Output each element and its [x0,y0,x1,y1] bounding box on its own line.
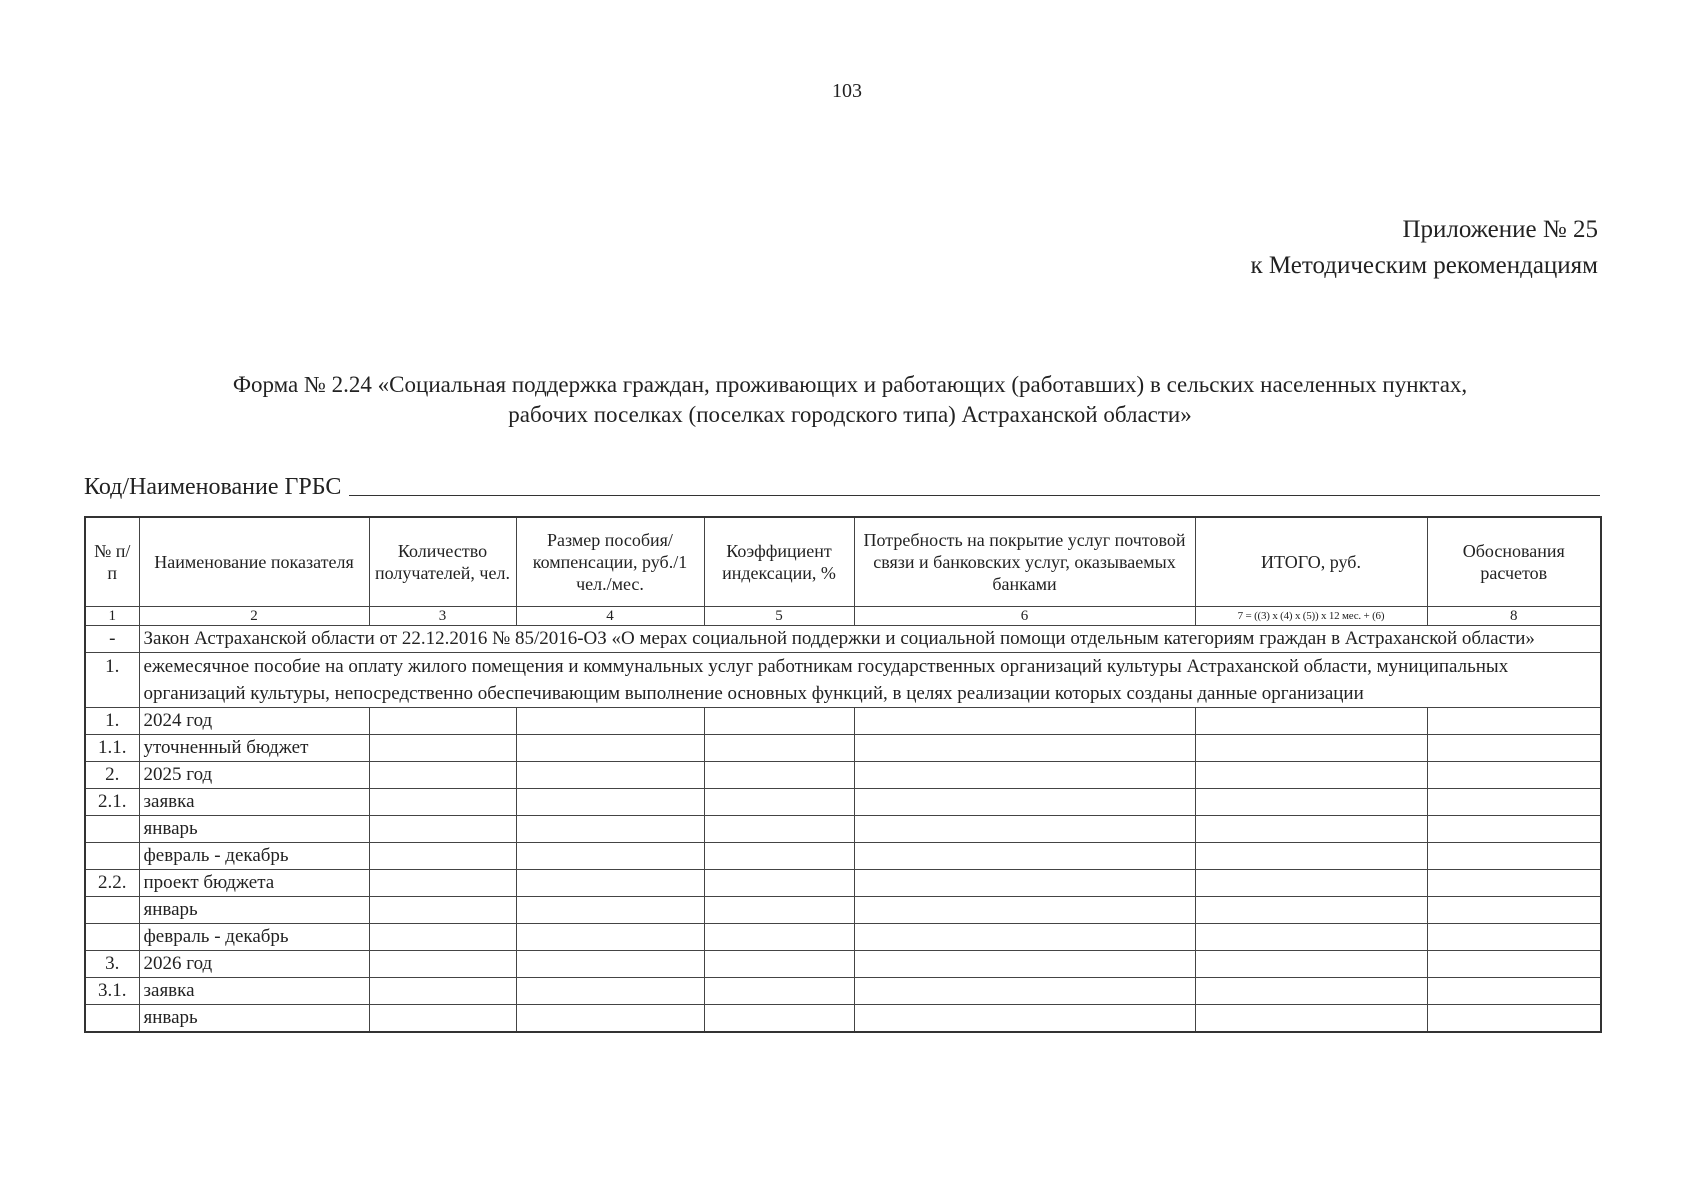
table-row [85,843,1601,870]
form-title [100,370,1600,430]
empty-cell[interactable] [1195,951,1427,978]
empty-cell[interactable] [1427,897,1601,924]
row-number: 1. [85,708,139,735]
row-number [85,816,139,843]
empty-cell[interactable] [369,951,516,978]
empty-cell[interactable] [516,708,704,735]
header-indicator-name: Наименование показателя [139,517,369,607]
empty-cell[interactable] [369,924,516,951]
empty-cell[interactable] [516,870,704,897]
table-row [85,897,1601,924]
form-table [84,516,1602,1033]
empty-cell[interactable] [1427,735,1601,762]
empty-cell[interactable] [1427,978,1601,1005]
table-row [85,978,1601,1005]
law-row [85,626,1601,653]
empty-cell[interactable] [369,816,516,843]
empty-cell[interactable] [854,843,1195,870]
page-number: 103 [832,80,862,102]
empty-cell[interactable] [1427,708,1601,735]
empty-cell[interactable] [1427,843,1601,870]
row-indicator-name: 2024 год [139,708,369,735]
empty-cell[interactable] [704,978,854,1005]
empty-cell[interactable] [1195,816,1427,843]
row-indicator-name: январь [139,897,369,924]
empty-cell[interactable] [1427,762,1601,789]
empty-cell[interactable] [516,924,704,951]
empty-cell[interactable] [1195,708,1427,735]
empty-cell[interactable] [1427,816,1601,843]
table-row [85,708,1601,735]
column-number: 8 [1427,607,1601,626]
empty-cell[interactable] [516,789,704,816]
empty-cell[interactable] [1195,870,1427,897]
benefit-row [85,653,1601,708]
benefit-row-number: 1. [85,653,139,708]
empty-cell[interactable] [516,816,704,843]
empty-cell[interactable] [704,843,854,870]
row-indicator-name: заявка [139,978,369,1005]
empty-cell[interactable] [369,735,516,762]
table-row [85,816,1601,843]
form-title-line-1: Форма № 2.24 «Социальная поддержка граждан, проживающих и работающих (работавших) в сельских населенных пунктах, [232,372,1468,397]
table-row [85,762,1601,789]
table-row [85,735,1601,762]
row-indicator-name: январь [139,816,369,843]
empty-cell[interactable] [854,870,1195,897]
appendix-note [1250,212,1598,284]
empty-cell[interactable] [369,1005,516,1033]
empty-cell[interactable] [704,735,854,762]
row-indicator-name: февраль - декабрь [139,843,369,870]
column-number: 4 [516,607,704,626]
empty-cell[interactable] [854,897,1195,924]
header-justification: Обоснования расчетов [1427,517,1601,607]
empty-cell[interactable] [1427,951,1601,978]
benefit-row-text: ежемесячное пособие на оплату жилого помещения и коммунальных услуг работникам государственных организаций культуры Астраханской области, муниципальных организаций культуры, непосредственно обеспечивающим выполнение основных функций, в целях реализации которых созданы данные организации [139,653,1601,708]
table-header-row [85,517,1601,607]
empty-cell[interactable] [854,708,1195,735]
empty-cell[interactable] [369,870,516,897]
empty-cell[interactable] [1195,1005,1427,1033]
row-indicator-name: январь [139,1005,369,1033]
table-row [85,924,1601,951]
empty-cell[interactable] [1195,762,1427,789]
form-title-line-2: рабочих поселках (поселках городского типа) Астраханской области» [508,402,1192,427]
empty-cell[interactable] [369,897,516,924]
table-row [85,789,1601,816]
table-row [85,870,1601,897]
header-benefit-size: Размер пособия/компенсации, руб./1 чел./мес. [516,517,704,607]
empty-cell[interactable] [854,978,1195,1005]
empty-cell[interactable] [516,762,704,789]
table-row [85,1005,1601,1033]
row-number [85,924,139,951]
empty-cell[interactable] [1195,897,1427,924]
empty-cell[interactable] [854,951,1195,978]
column-number: 6 [854,607,1195,626]
grbs-label: Код/Наименование ГРБС [84,474,342,500]
row-indicator-name: февраль - декабрь [139,924,369,951]
header-recipients-count: Количество получателей, чел. [369,517,516,607]
row-indicator-name: 2025 год [139,762,369,789]
empty-cell[interactable] [854,924,1195,951]
empty-cell[interactable] [1427,789,1601,816]
empty-cell[interactable] [704,897,854,924]
empty-cell[interactable] [516,951,704,978]
column-number: 2 [139,607,369,626]
table-row [85,951,1601,978]
empty-cell[interactable] [854,762,1195,789]
row-number: 3.1. [85,978,139,1005]
empty-cell[interactable] [704,789,854,816]
empty-cell[interactable] [854,789,1195,816]
header-total: ИТОГО, руб. [1195,517,1427,607]
law-row-text: Закон Астраханской области от 22.12.2016 № 85/2016-ОЗ «О мерах социальной поддержки и социальной помощи отдельным категориям граждан в Астраханской области» [139,626,1601,653]
row-number: 3. [85,951,139,978]
header-postal-banking-costs: Потребность на покрытие услуг почтовой связи и банковских услуг, оказываемых банками [854,517,1195,607]
empty-cell[interactable] [1427,1005,1601,1033]
empty-cell[interactable] [704,870,854,897]
row-number [85,843,139,870]
empty-cell[interactable] [369,708,516,735]
row-number: 2. [85,762,139,789]
empty-cell[interactable] [704,762,854,789]
row-indicator-name: 2026 год [139,951,369,978]
empty-cell[interactable] [1195,978,1427,1005]
row-number: 2.2. [85,870,139,897]
empty-cell[interactable] [704,1005,854,1033]
empty-cell[interactable] [516,735,704,762]
empty-cell[interactable] [1427,924,1601,951]
empty-cell[interactable] [854,816,1195,843]
appendix-number: Приложение № 25 [1402,216,1598,243]
row-number [85,897,139,924]
empty-cell[interactable] [1195,843,1427,870]
empty-cell[interactable] [516,978,704,1005]
total-formula: 7 = ((3) x (4) x (5)) x 12 мес. + (6) [1195,607,1427,626]
empty-cell[interactable] [516,843,704,870]
row-number [85,1005,139,1033]
row-indicator-name: заявка [139,789,369,816]
empty-cell[interactable] [516,1005,704,1033]
empty-cell[interactable] [854,1005,1195,1033]
empty-cell[interactable] [516,897,704,924]
grbs-field [84,466,1600,502]
grbs-blank-line[interactable] [349,495,1600,496]
empty-cell[interactable] [1427,870,1601,897]
empty-cell[interactable] [1195,924,1427,951]
empty-cell[interactable] [854,735,1195,762]
empty-cell[interactable] [1195,789,1427,816]
header-indexation-coefficient: Коэффициент индексации, % [704,517,854,607]
row-number: 2.1. [85,789,139,816]
column-number: 5 [704,607,854,626]
row-indicator-name: проект бюджета [139,870,369,897]
empty-cell[interactable] [704,816,854,843]
appendix-reference: к Методическим рекомендациям [1250,252,1598,279]
empty-cell[interactable] [369,789,516,816]
row-indicator-name: уточненный бюджет [139,735,369,762]
column-number: 3 [369,607,516,626]
empty-cell[interactable] [369,762,516,789]
row-number: 1.1. [85,735,139,762]
law-row-number: - [85,626,139,653]
empty-cell[interactable] [704,924,854,951]
empty-cell[interactable] [704,708,854,735]
column-number: 1 [85,607,139,626]
empty-cell[interactable] [704,951,854,978]
empty-cell[interactable] [1195,735,1427,762]
column-number-row [85,607,1601,626]
empty-cell[interactable] [369,978,516,1005]
empty-cell[interactable] [369,843,516,870]
header-number: № п/п [85,517,139,607]
